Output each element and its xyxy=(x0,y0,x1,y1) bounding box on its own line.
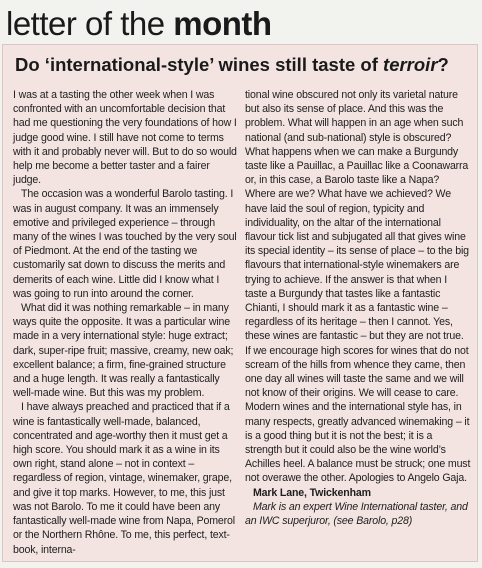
paragraph-2: The occasion was a wonderful Barolo tasting. I was in august company. It was an immensely emotive and privileged experience – through many of the wines I was touched by the very soul of Piedmont. At the end of the tasting we customarily sat down to discuss the merits and demerits of each wine. Little did I know what I was going to run into around the corner. xyxy=(13,188,237,300)
headline-emphasis: terroir xyxy=(383,54,438,75)
paragraph-4: I have always preached and practiced that if a wine is fantastically well-made, balanced, concentrated and age-worthy then it must get a high score. You should mark it as a wine in its own right, stand alone – not in context – regardless of region, vintage, winemaker, grape, and give it top marks. However, to me, this just was not Barolo. To me it could have been any fantastically well-made wine from Napa, Pomerol or the Northern Rhône. To me, this perfect, text-book, interna- xyxy=(13,401,235,556)
letter-box xyxy=(2,44,478,562)
headline-main: Do ‘international-style’ wines still taste of xyxy=(15,54,384,75)
section-title-bold: month xyxy=(173,5,272,42)
section-title xyxy=(6,4,478,44)
letter-headline xyxy=(15,53,467,77)
paragraph-4-continued: tional wine obscured not only its varietal nature but also its sense of place. And this was the problem. What will happen in an age when such national (and sub-national) style is obscured? What happens when we can make a Burgundy taste like a Pauillac, a Pauillac like a Coonawarra or, in this case, a Barolo taste like a Napa? Where are we? What have we achieved? We have laid the soul of region, typicity and individuality, on the altar of the international flavour tick list and subjugated all that gives wine its special identity – its sense of place – to the big flavours that international-style winemakers are trying to achieve. If the answer is that when I taste a Burgundy that tastes like a fantastic Chianti, I should mark it as a fantastic wine – regardless of its heritage – then I cannot. Yes, these wines are fantastic – but they are not true. If we encourage high scores for wines that do not scream of the hills from whence they came, then one day all wines will taste the same and we will not know of their origins. We will cease to care. Modern wines and the international style has, in many respects, greatly advanced winemaking – it is a good thing but it is not the best; it is a strength but it could also be the wine world’s Achilles heel. A balance must be struck; one must not overawe the other. Apologies to Angelo Gaja. xyxy=(245,89,471,485)
left-column xyxy=(13,88,237,557)
author-bio: Mark is an expert Wine International taster, and an IWC superjuror, (see Barolo, p28) xyxy=(245,500,468,528)
section-title-light: letter of the xyxy=(6,5,174,42)
paragraph-3: What did it was nothing remarkable – in many ways quite the opposite. It was a particular wine made in a very international style: huge extract; dark, super-ripe fruit; massive, creamy, new oak; excellent balance; a firm, fine-grained structure and a huge length. It was really a fantastically well-made wine. But this was my problem. xyxy=(13,302,234,400)
letter-signature: Mark Lane, Twickenham xyxy=(253,486,371,499)
paragraph-1: I was at a tasting the other week when I was confronted with an uncomfortable decision that had me questioning the very foundations of how I judge good wine. I still have not come to terms with it and probably never will. But to do so would help me become a better taster and a fairer judge. xyxy=(13,89,237,187)
headline-end: ? xyxy=(437,54,449,75)
right-column xyxy=(245,88,471,528)
